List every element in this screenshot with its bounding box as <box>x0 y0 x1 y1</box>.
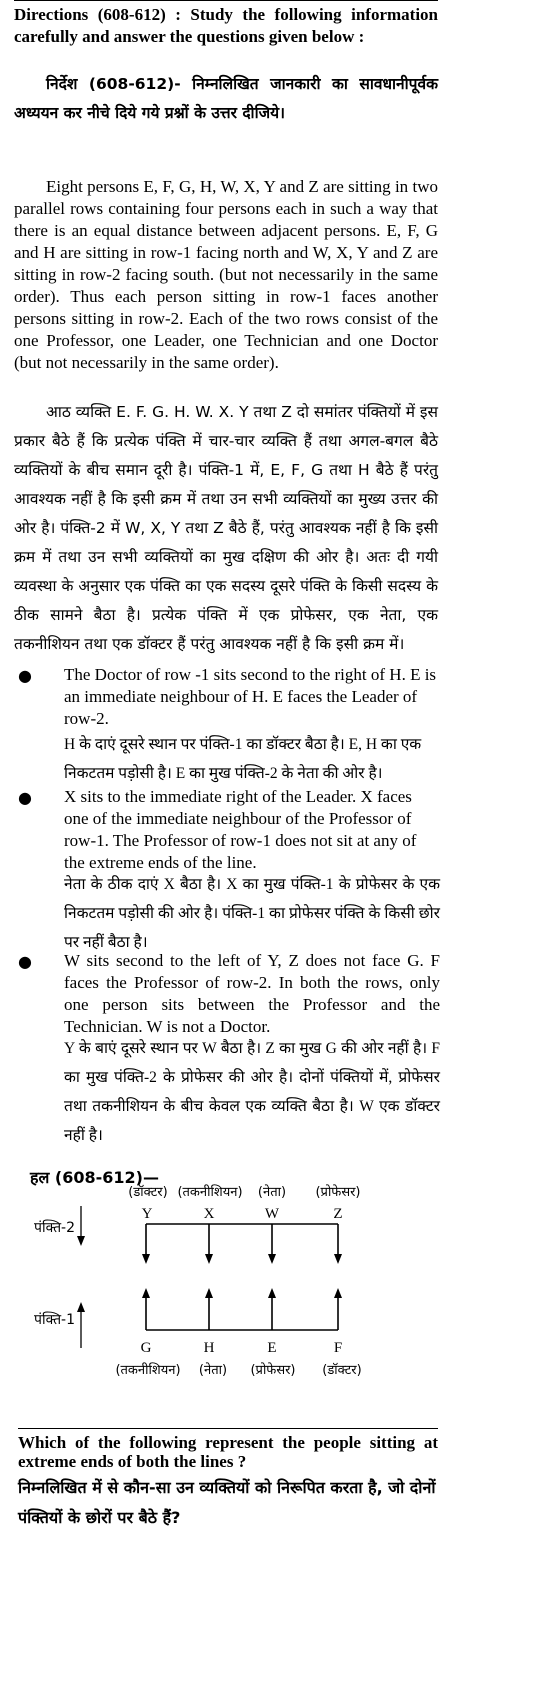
solution-title: हल (608-612)— <box>30 1168 159 1187</box>
row2-person-1: Y <box>141 1206 153 1222</box>
row1-role-4: (डॉक्टर) <box>322 1363 362 1378</box>
bullet-3-english: W sits second to the left of Y, Z does not face G. F faces the Professor of row-2. In both the rows, only one person sits between the Professor and the Technician. W is not a Doctor. <box>64 951 440 1036</box>
row2-arrows <box>142 1224 342 1264</box>
top-rule <box>14 0 438 1</box>
row1-role-3: (प्रोफेसर) <box>250 1363 296 1378</box>
seating-diagram <box>0 1176 540 1396</box>
row2-role-4: (प्रोफेसर) <box>315 1185 361 1200</box>
directions-hindi: निर्देश (608-612)- निम्नलिखित जानकारी का सावधानीपूर्वक अध्ययन कर नीचे दिये गये प्रश्नों के उत्तर दीजिये। <box>14 75 438 122</box>
bullet-1-marker: ● <box>18 666 32 685</box>
question-block <box>18 1428 438 1533</box>
row2-label: पंक्ति-2 <box>34 1220 76 1236</box>
row2-person-3: W <box>264 1206 280 1222</box>
question-english: Which of the following represent the people sitting at extreme ends of both the lines ? <box>18 1433 438 1471</box>
row1-person-2: H <box>203 1340 215 1356</box>
row1-direction-arrowhead <box>77 1302 85 1312</box>
bullet-3-hindi: Y के बाएं दूसरे स्थान पर W बैठा है। Z का मुख G की ओर नहीं है। F का मुख पंक्ति-2 के प्रोफेसर की ओर है। दोनों पंक्तियों में, प्रोफेसर तथा तकनीशियन के बीच केवल एक व्यक्ति बैठा है। W एक डॉक्टर नहीं है। <box>64 1040 440 1144</box>
row1-person-3: E <box>267 1340 277 1356</box>
row2-direction-arrowhead <box>77 1236 85 1246</box>
bullet-1-hindi: H के दाएं दूसरे स्थान पर पंक्ति-1 का डॉक्टर बैठा है। E, H का एक निकटतम पड़ोसी है। E का मुख पंक्ति-2 के नेता की ओर है। <box>64 736 422 782</box>
bullet-2-english: X sits to the immediate right of the Leader. X faces one of the immediate neighbour of the Professor of row-1. The Professor of row-1 does not sit at any of the extreme ends of the line. <box>64 787 417 872</box>
row1-role-1: (तकनीशियन) <box>115 1363 181 1378</box>
bullet-2-hindi: नेता के ठीक दाएं X बैठा है। X का मुख पंक्ति-1 के प्रोफेसर के एक निकटतम पड़ोसी की ओर है। पंक्ति-1 का प्रोफेसर पंक्ति के किसी छोर पर नहीं बैठा है। <box>64 876 440 951</box>
row2-role-1: (डॉक्टर) <box>128 1185 168 1200</box>
intro-english: Eight persons E, F, G, H, W, X, Y and Z are sitting in two parallel rows containing four persons each in such a way that there is an equal distance between adjacent persons. E, F, G and H are sitting in row-1 facing north and W, X, Y and Z are sitting in row-2 facing south. (but not necessarily in the same order). Thus each person sitting in row-1 faces another persons sitting in row-2. Each of the two rows consist of the one Professor, one Leader, one Technician and one Doctor (but not necessarily in the same order). <box>14 177 438 372</box>
row1-person-4: F <box>333 1340 343 1356</box>
bullet-3-marker: ● <box>18 952 32 971</box>
directions-english: Directions (608-612) : Study the following information carefully and answer the questions given below : <box>14 5 438 46</box>
bullet-1-english: The Doctor of row -1 sits second to the right of H. E is an immediate neighbour of H. E faces the Leader of row-2. <box>64 665 437 728</box>
question-hindi: निम्नलिखित में से कौन-सा उन व्यक्तियों को निरूपित करता है, जो दोनों पंक्तियों के छोरों पर बैठे हैं? <box>18 1478 436 1527</box>
row2-role-2: (तकनीशियन) <box>177 1185 243 1200</box>
row2-role-3: (नेता) <box>257 1185 287 1200</box>
row1-label: पंक्ति-1 <box>34 1312 76 1328</box>
intro-hindi: आठ व्यक्ति E. F. G. H. W. X. Y तथा Z दो समांतर पंक्तियों में इस प्रकार बैठे हैं कि प्रत्येक पंक्ति में चार-चार व्यक्ति हैं तथा अगल-बगल बैठे व्यक्तियों के बीच समान दूरी है। पंक्ति-1 में, E, F, G तथा H बैठे हैं परंतु आवश्यक नहीं है कि इसी क्रम में तथा उन सभी व्यक्तियों का मुख्य उत्तर की ओर है। पंक्ति-2 में W, X, Y तथा Z बैठे हैं, परंतु आवश्यक नहीं है कि इसी क्रम में तथा उन सभी व्यक्तियों का मुख दक्षिण की ओर है। अतः दी गयी व्यवस्था के अनुसार एक पंक्ति का एक सदस्य दूसरे पंक्ति के किसी सदस्य के ठीक सामने बैठा है। प्रत्येक पंक्ति में एक प्रोफेसर, एक नेता, एक तकनीशियन तथा एक डॉक्टर हैं परंतु आवश्यक नहीं है कि इसी क्रम में। <box>14 403 438 653</box>
row1-role-2: (नेता) <box>198 1363 228 1378</box>
row2-person-4: Z <box>333 1206 343 1222</box>
row1-person-1: G <box>140 1340 152 1356</box>
bullet-2-marker: ● <box>18 788 32 807</box>
row2-person-2: X <box>203 1206 215 1222</box>
row1-arrows <box>142 1288 342 1330</box>
